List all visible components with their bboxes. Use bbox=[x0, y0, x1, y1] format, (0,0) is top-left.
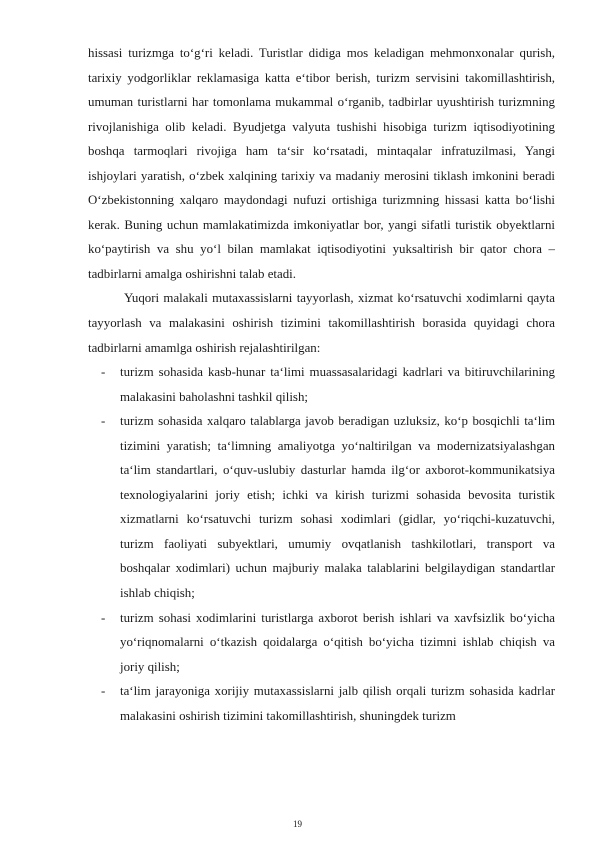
list-item-text: turizm sohasi xodimlarini turistlarga axborot berish ishlari va xavfsizlik bo‘yicha yo‘riqnomalarni o‘tkazish qoidalarga o‘qitish bo‘yicha tizimni ishlab chiqish va joriy qilish; bbox=[120, 610, 555, 674]
page-number: 19 bbox=[293, 819, 302, 829]
list-item bbox=[88, 679, 555, 728]
list-item-text: turizm sohasida kasb-hunar ta‘limi muassasalaridagi kadrlari va bitiruvchilarining malakasini baholashni tashkil qilish; bbox=[120, 365, 555, 404]
list-item-text: turizm sohasida xalqaro talablarga javob beradigan uzluksiz, ko‘p bosqichli ta‘lim tizimini yaratish; ta‘limning amaliyotga yo‘naltirilgan va modernizatsiyalashgan ta‘lim standartlari, o‘quv-uslubiy dasturlar hamda ilg‘or axborot-kommunikatsiya texnologiyalarini joriy etish; ichki va kirish turizmi sohasida bevosita turistik xizmatlarni ko‘rsatuvchi turizm sohasi xodimlari (gidlar, yo‘riqchi-kuzatuvchi, turizm faoliyati subyektlari, umumiy ovqatlanish tashkilotlari, transport va boshqalar xodimlari) uchun majburiy malaka talablarini belgilaydigan standartlar ishlab chiqish; bbox=[120, 414, 555, 601]
list-marker: - bbox=[101, 365, 106, 380]
paragraph-continuation: hissasi turizmga to‘g‘ri keladi. Turistlar didiga mos keladigan mehmonxonalar qurish, tarixiy yodgorliklar reklamasiga katta e‘tibor berish, turizm servisini takomillashtirish, umuman turistlarni har tomonlama mukammal o‘rganib, tadbirlar uyushtirish turizmning rivojlanishiga olib keladi. Byudjetga valyuta tushishi hisobiga turizm iqtisodiyotining boshqa tarmoqlari rivojiga ham ta‘sir ko‘rsatadi, mintaqalar infratuzilmasi, Yangi ishjoylari yaratish, o‘zbek xalqining tarixiy va madaniy merosini tiklash imkonini beradi O‘zbekistonning xalqaro maydondagi nufuzi ortishiga turizmning hissasi katta bo‘lishi kerak. Buning uchun mamlakatimizda imkoniyatlar bor, yangi sifatli turistik obyektlarni ko‘paytirish va shu yo‘l bilan mamlakat iqtisodiyotini yuksaltirish bir qator chora –tadbirlarni amalga oshirishni talab etadi. bbox=[88, 46, 555, 281]
list-item bbox=[88, 360, 555, 409]
list-marker: - bbox=[101, 684, 106, 699]
list-item bbox=[88, 409, 555, 605]
list-marker: - bbox=[101, 414, 106, 429]
paragraph-intro: Yuqori malakali mutaxassislarni tayyorlash, xizmat ko‘rsatuvchi xodimlarni qayta tayyorlash va malakasini oshirish tizimini takomillashtirish borasida quyidagi chora tadbirlarni amamlga oshirish rejalashtirilgan: bbox=[88, 291, 555, 355]
list-item-text: ta‘lim jarayoniga xorijiy mutaxassislarni jalb qilish orqali turizm sohasida kadrlar malakasini oshirish tizimini takomillashtirish, shuningdek turizm bbox=[120, 684, 555, 723]
page-body bbox=[88, 41, 555, 728]
list-item bbox=[88, 606, 555, 680]
list-marker: - bbox=[101, 610, 106, 625]
